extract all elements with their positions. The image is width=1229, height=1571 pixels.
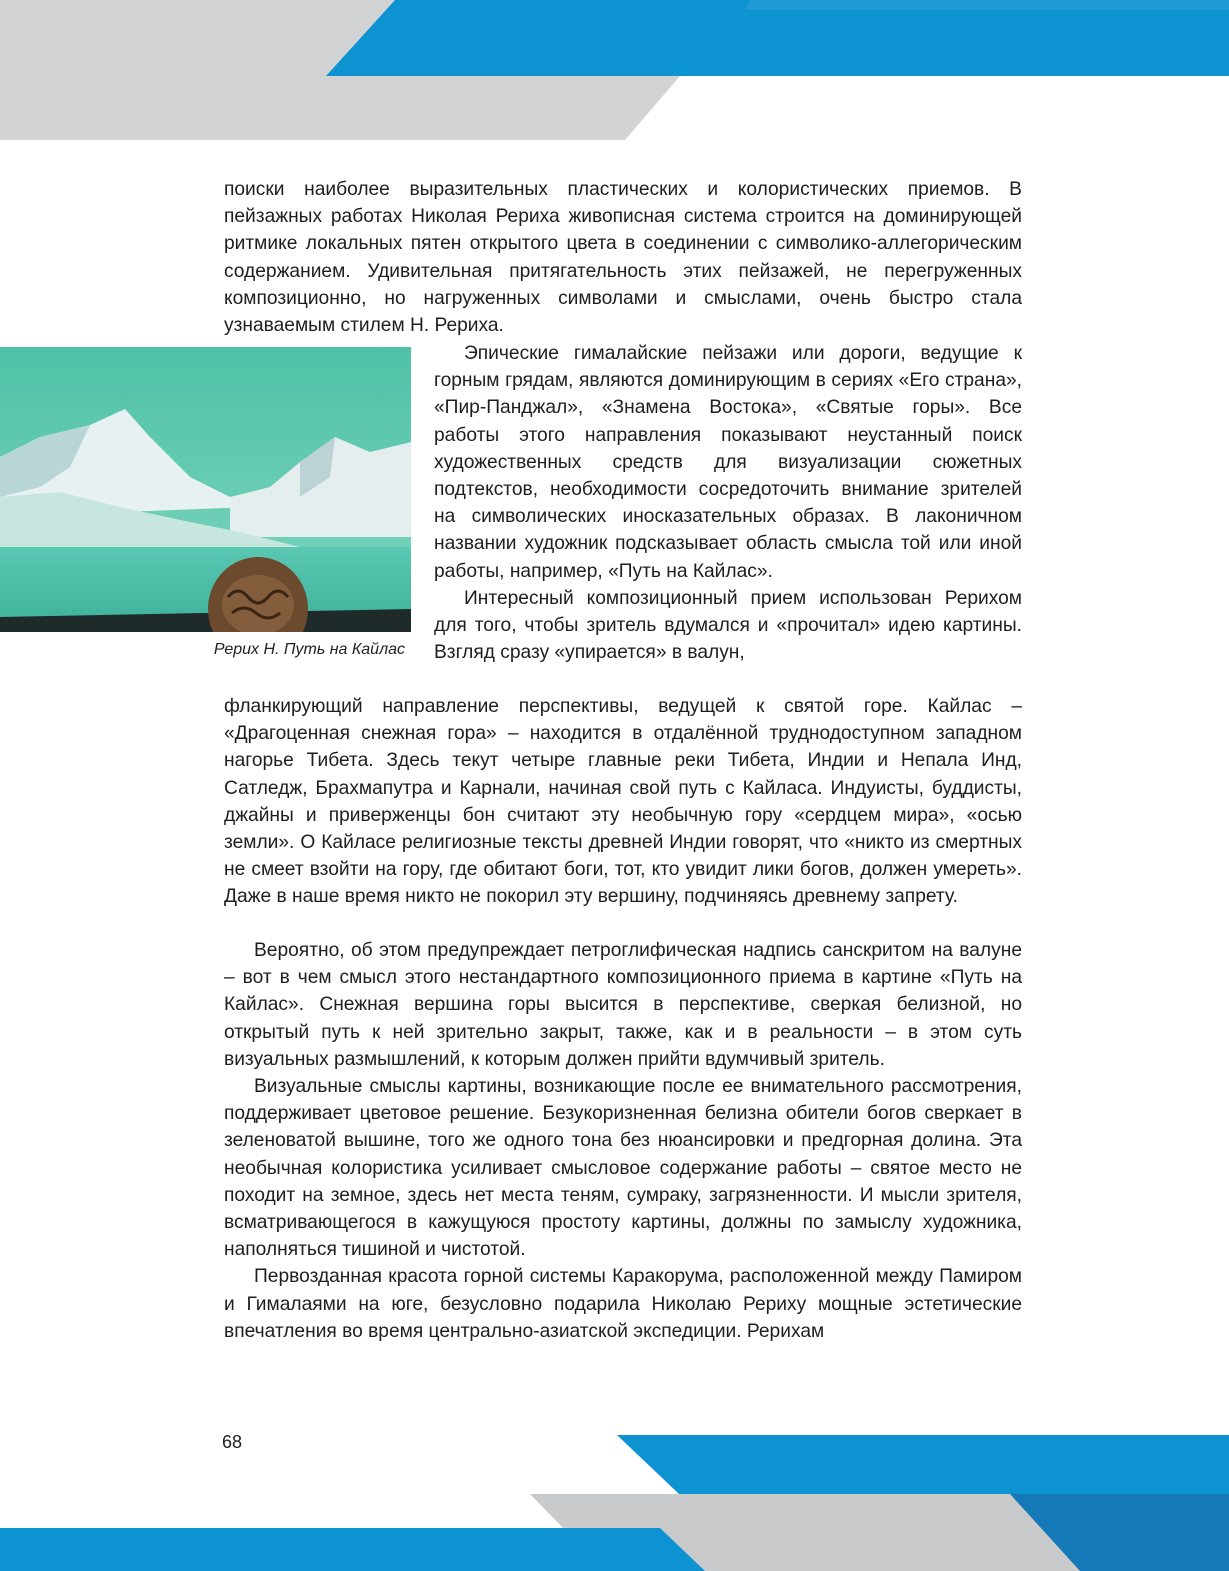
text-column-middle (224, 693, 1022, 911)
text-column-right (434, 340, 1022, 666)
header-light-band (745, 0, 1229, 10)
painting-path-to-kailas (0, 347, 411, 632)
text-column-top (224, 176, 1022, 339)
header-blue-band (326, 0, 1229, 76)
paragraph-3-continued: фланкирующий направление перспективы, ведущей к святой горе. Кайлас – «Драгоценная снежная гора» – находится в отдалённой труднодоступном западном нагорье Тибета. Здесь текут четыре главные реки Тибета, Индии и Непала Инд, Сатледж, Брахмапутра и Карнали, начиная свой путь с Кайласа. Индуисты, буддисты, джайны и приверженцы бон считают эту необычную гору «сердцем мира», «осью земли». О Кайласе религиозные тексты древней Индии говорят, что «никто из смертных не смеет взойти на гору, где обитают боги, тот, кто увидит лики богов, должен умереть». Даже в наше время никто не покорил эту вершину, подчиняясь древнему запрету. (224, 696, 1022, 908)
paragraph-5: Визуальные смыслы картины, возникающие после ее внимательного рассмотрения, поддерживает цветовое решение. Безукоризненная белизна обители богов сверкает в зеленоватой вышине, того же одного тона без нюансировки и предгорная долина. Эта необычная колористика усиливает смысловое содержание работы – святое место не походит на земное, здесь нет места теням, сумраку, загрязненности. И мысли зрителя, всматривающегося в кажущуюся простоту картины, должны по замыслу художника, наполняться тишиной и чистотой. (224, 1076, 1022, 1261)
paragraph-1: поиски наиболее выразительных пластических и колористических приемов. В пейзажных работах Николая Рериха живописная система строится на доминирующей ритмике локальных пятен открытого цвета в соединении с символико-аллегорическим содержанием. Удивительная притягательность этих пейзажей, не перегруженных композиционно, но нагруженных символами и смыслами, очень быстро стала узнаваемым стилем Н. Рериха. (224, 179, 1022, 337)
painting-caption: Рерих Н. Путь на Кайлас (213, 641, 405, 658)
footer-left-band (0, 1528, 705, 1571)
paragraph-3-start: Интересный композиционный прием использован Рерихом для того, чтобы зритель вдумался и «прочитал» идею картины. Взгляд сразу «упирается» в валун, (434, 587, 1022, 664)
page-number: 68 (222, 1432, 243, 1452)
paragraph-4: Вероятно, об этом предупреждает петроглифическая надпись санскритом на валуне – вот в чем смысл этого нестандартного композиционного приема в картине «Путь на Кайлас». Снежная вершина горы высится в перспективе, сверкая белизной, но открытый путь к ней зрительно закрыт, также, как и в реальности – в этом суть визуальных размышлений, к которым должен прийти вдумчивый зритель. (224, 940, 1022, 1070)
text-column-bottom (224, 937, 1022, 1345)
paragraph-6: Первозданная красота горной системы Каракорума, расположенной между Памиром и Гималаями на юге, безусловно подарила Николаю Рериху мощные эстетические впечатления во время центрально-азиатской экспедиции. Рерихам (224, 1266, 1022, 1342)
paragraph-2: Эпические гималайские пейзажи или дороги, ведущие к горным грядам, являются доминирующим в сериях «Его страна», «Пир-Панджал», «Знамена Востока», «Святые горы». Все работы этого направления показывают неустанный поиск художественных средств для визуализации сюжетных подтекстов, необходимости сосредоточить внимание зрителей на символических иносказательных образах. В лаконичном названии художник подсказывает область смысла той или иной работы, например, «Путь на Кайлас». (434, 343, 1022, 582)
